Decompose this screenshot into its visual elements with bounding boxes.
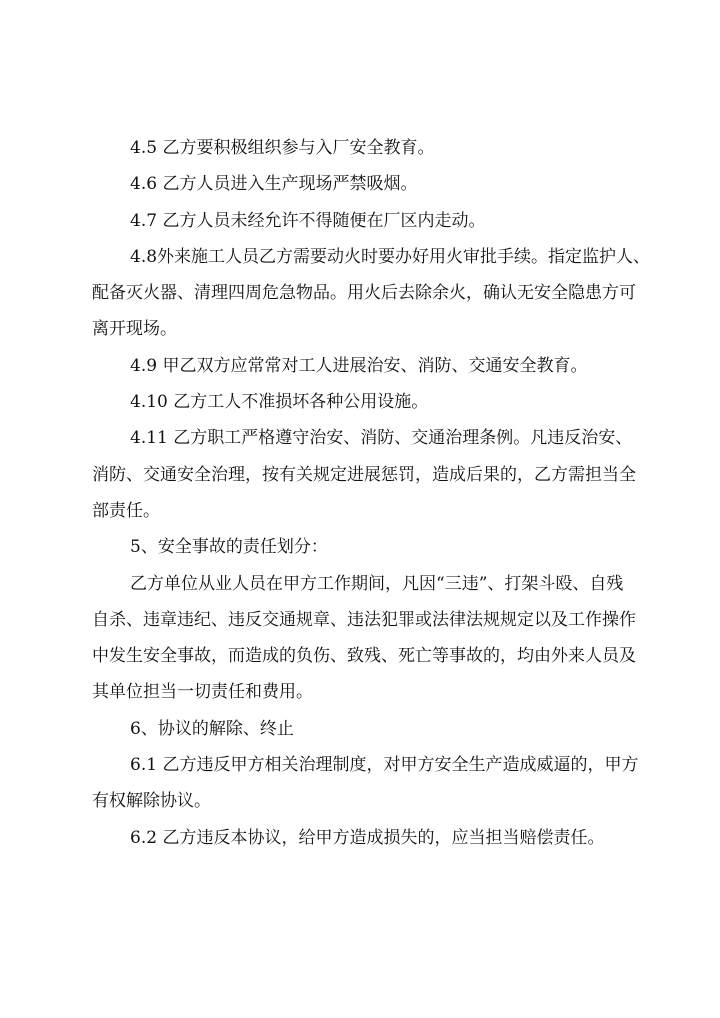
text-line: 部责任。: [92, 500, 160, 521]
text-line: 4.9 甲乙双方应常常对工人进展治安、消防、交通安全教育。: [130, 355, 588, 376]
text-line: 自杀、违章违纪、违反交通规章、违法犯罪或法律法规规定以及工作操作: [92, 609, 636, 630]
text-line: 4.7 乙方人员未经允许不得随便在厂区内走动。: [130, 210, 486, 231]
paragraph-4-7: [92, 203, 662, 239]
text-line: 4.11 乙方职工严格遵守治安、消防、交通治理条例。凡违反治安、: [130, 428, 633, 449]
paragraph-4-9: [92, 348, 662, 384]
text-line: 有权解除协议。: [92, 791, 211, 812]
paragraph-6: [92, 711, 662, 747]
paragraph-5-body: [92, 566, 662, 711]
text-line: 4.10 乙方工人不准损坏各种公用设施。: [130, 392, 429, 413]
paragraph-4-10: [92, 384, 662, 420]
paragraph-6-2: [92, 820, 662, 856]
paragraph-4-8: [92, 239, 662, 348]
text-line: 6.1 乙方违反甲方相关治理制度，对甲方安全生产造成威逼的，甲方: [130, 755, 639, 776]
text-line: 4.6 乙方人员进入生产现场严禁吸烟。: [130, 174, 418, 195]
paragraph-4-6: [92, 166, 662, 202]
text-line: 消防、交通安全治理，按有关规定进展惩罚，造成后果的，乙方需担当全: [92, 464, 636, 485]
text-line: 6、协议的解除、终止: [130, 718, 294, 739]
text-line: 6.2 乙方违反本协议，给甲方造成损失的，应当担当赔偿责任。: [130, 827, 605, 848]
text-line: 5、安全事故的责任划分：: [130, 537, 328, 558]
text-line: 4.8外来施工人员乙方需要动火时要办好用火审批手续。指定监护人、: [130, 246, 651, 267]
paragraph-5: [92, 529, 662, 565]
paragraph-4-11: [92, 420, 662, 529]
text-line: 离开现场。: [92, 319, 177, 340]
text-line: 其单位担当一切责任和费用。: [92, 682, 313, 703]
paragraph-4-5: [92, 130, 662, 166]
text-line: 4.5 乙方要积极组织参与入厂安全教育。: [130, 138, 435, 158]
text-line: 中发生安全事故，而造成的负伤、致残、死亡等事故的，均由外来人员及: [92, 646, 636, 667]
text-line: 配备灭火器、清理四周危急物品。用火后去除余火，确认无安全隐患方可: [92, 283, 636, 304]
text-line: 乙方单位从业人员在甲方工作期间，凡因“三违”、打架斗殴、自残: [130, 573, 624, 594]
document-body: [92, 130, 662, 856]
paragraph-6-1: [92, 747, 662, 820]
